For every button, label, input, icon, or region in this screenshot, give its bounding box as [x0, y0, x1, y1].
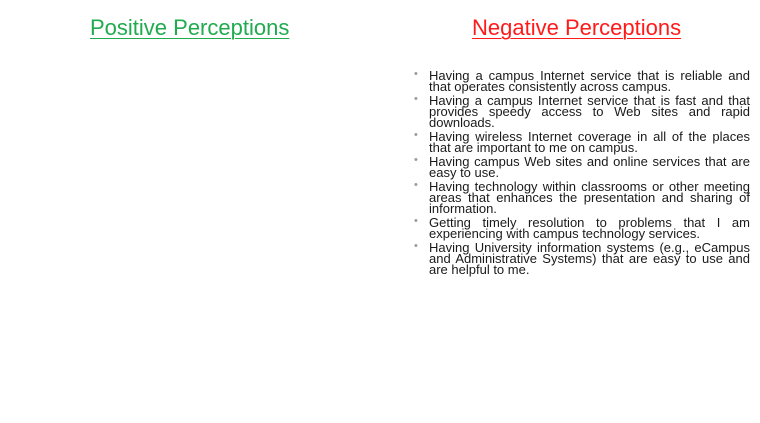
list-item-text: Having wireless Internet coverage in all of the places that are important to me on campus. — [429, 129, 750, 155]
bullet-icon: • — [414, 215, 418, 227]
list-item-text: Having campus Web sites and online services that are easy to use. — [429, 154, 750, 180]
bullet-icon: • — [414, 93, 418, 105]
positive-perceptions-heading: Positive Perceptions — [90, 15, 290, 40]
list-item — [414, 156, 750, 178]
list-item — [414, 95, 750, 128]
list-item-text: Getting timely resolution to problems that I am experiencing with campus technology services. — [429, 215, 750, 241]
bullet-icon: • — [414, 179, 418, 191]
list-item — [414, 131, 750, 153]
negative-perceptions-heading: Negative Perceptions — [472, 15, 682, 40]
bullet-icon: • — [414, 240, 418, 252]
negative-perceptions-list — [414, 70, 750, 278]
list-item-text: Having University information systems (e.g., eCampus and Administrative Systems) that are easy to use and are helpful to me. — [429, 240, 750, 277]
bullet-icon: • — [414, 68, 418, 80]
list-item — [414, 217, 750, 239]
bullet-icon: • — [414, 154, 418, 166]
list-item — [414, 242, 750, 275]
list-item-text: Having a campus Internet service that is fast and that provides speedy access to Web sites and rapid downloads. — [429, 93, 750, 130]
list-item — [414, 70, 750, 92]
list-item-text: Having technology within classrooms or other meeting areas that enhances the presentation and sharing of information. — [429, 179, 750, 216]
list-item — [414, 181, 750, 214]
list-item-text: Having a campus Internet service that is reliable and that operates consistently across campus. — [429, 68, 750, 94]
bullet-icon: • — [414, 129, 418, 141]
